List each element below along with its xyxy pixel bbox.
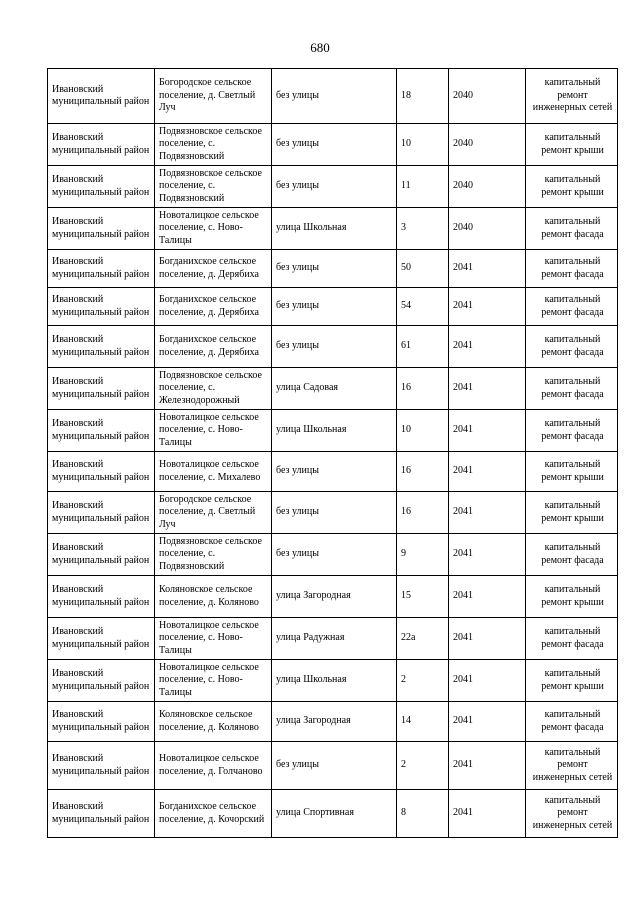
- work-type-cell: капитальный ремонт фасада: [526, 618, 618, 660]
- page-number: 680: [310, 40, 330, 55]
- district-cell: Ивановский муниципальный район: [48, 790, 155, 838]
- year-cell: 2041: [449, 452, 526, 492]
- settlement-cell: Новоталицкое сельское поселение, с. Ново-Талицы: [155, 660, 272, 702]
- settlement-cell: Богданихское сельское поселение, д. Кочорский: [155, 790, 272, 838]
- table-row: [48, 368, 618, 410]
- table-row: [48, 288, 618, 326]
- table-row: [48, 208, 618, 250]
- table-row: [48, 124, 618, 166]
- settlement-cell: Подвязновское сельское поселение, с. Подвязновский: [155, 534, 272, 576]
- repair-schedule-table: [47, 68, 618, 838]
- house-number-cell: 9: [397, 534, 449, 576]
- table-row: [48, 410, 618, 452]
- district-cell: Ивановский муниципальный район: [48, 492, 155, 534]
- settlement-cell: Новоталицкое сельское поселение, д. Голчаново: [155, 742, 272, 790]
- work-type-cell: капитальный ремонт фасада: [526, 326, 618, 368]
- settlement-cell: Богданихское сельское поселение, д. Дерябиха: [155, 288, 272, 326]
- house-number-cell: 16: [397, 368, 449, 410]
- street-cell: улица Школьная: [272, 208, 397, 250]
- year-cell: 2041: [449, 660, 526, 702]
- district-cell: Ивановский муниципальный район: [48, 288, 155, 326]
- street-cell: улица Спортивная: [272, 790, 397, 838]
- house-number-cell: 15: [397, 576, 449, 618]
- settlement-cell: Новоталицкое сельское поселение, с. Ново-Талицы: [155, 618, 272, 660]
- district-cell: Ивановский муниципальный район: [48, 534, 155, 576]
- street-cell: без улицы: [272, 166, 397, 208]
- work-type-cell: капитальный ремонт крыши: [526, 124, 618, 166]
- district-cell: Ивановский муниципальный район: [48, 69, 155, 124]
- table-row: [48, 326, 618, 368]
- year-cell: 2041: [449, 288, 526, 326]
- street-cell: улица Загородная: [272, 702, 397, 742]
- work-type-cell: капитальный ремонт фасада: [526, 702, 618, 742]
- street-cell: улица Садовая: [272, 368, 397, 410]
- house-number-cell: 10: [397, 124, 449, 166]
- table-row: [48, 452, 618, 492]
- table-row: [48, 576, 618, 618]
- year-cell: 2041: [449, 368, 526, 410]
- work-type-cell: капитальный ремонт фасада: [526, 534, 618, 576]
- district-cell: Ивановский муниципальный район: [48, 576, 155, 618]
- table-row: [48, 618, 618, 660]
- table-row: [48, 660, 618, 702]
- table-row: [48, 166, 618, 208]
- table-row: [48, 492, 618, 534]
- district-cell: Ивановский муниципальный район: [48, 124, 155, 166]
- district-cell: Ивановский муниципальный район: [48, 208, 155, 250]
- house-number-cell: 54: [397, 288, 449, 326]
- settlement-cell: Богданихское сельское поселение, д. Дерябиха: [155, 326, 272, 368]
- street-cell: без улицы: [272, 288, 397, 326]
- settlement-cell: Новоталицкое сельское поселение, с. Ново-Талицы: [155, 208, 272, 250]
- table-row: [48, 250, 618, 288]
- settlement-cell: Богородское сельское поселение, д. Светлый Луч: [155, 69, 272, 124]
- district-cell: Ивановский муниципальный район: [48, 618, 155, 660]
- house-number-cell: 8: [397, 790, 449, 838]
- work-type-cell: капитальный ремонт фасада: [526, 208, 618, 250]
- work-type-cell: капитальный ремонт крыши: [526, 166, 618, 208]
- street-cell: без улицы: [272, 69, 397, 124]
- street-cell: без улицы: [272, 250, 397, 288]
- district-cell: Ивановский муниципальный район: [48, 326, 155, 368]
- work-type-cell: капитальный ремонт фасада: [526, 410, 618, 452]
- work-type-cell: капитальный ремонт крыши: [526, 576, 618, 618]
- table-row: [48, 534, 618, 576]
- street-cell: без улицы: [272, 124, 397, 166]
- district-cell: Ивановский муниципальный район: [48, 166, 155, 208]
- house-number-cell: 14: [397, 702, 449, 742]
- street-cell: улица Школьная: [272, 660, 397, 702]
- table-row: [48, 742, 618, 790]
- work-type-cell: капитальный ремонт фасада: [526, 368, 618, 410]
- settlement-cell: Подвязновское сельское поселение, с. Подвязновский: [155, 124, 272, 166]
- table-row: [48, 790, 618, 838]
- district-cell: Ивановский муниципальный район: [48, 250, 155, 288]
- settlement-cell: Коляновское сельское поселение, д. Коляново: [155, 702, 272, 742]
- work-type-cell: капитальный ремонт инженерных сетей: [526, 69, 618, 124]
- street-cell: без улицы: [272, 534, 397, 576]
- year-cell: 2041: [449, 576, 526, 618]
- house-number-cell: 22а: [397, 618, 449, 660]
- work-type-cell: капитальный ремонт фасада: [526, 250, 618, 288]
- settlement-cell: Подвязновское сельское поселение, с. Подвязновский: [155, 166, 272, 208]
- year-cell: 2041: [449, 326, 526, 368]
- year-cell: 2041: [449, 790, 526, 838]
- street-cell: улица Радужная: [272, 618, 397, 660]
- street-cell: без улицы: [272, 742, 397, 790]
- district-cell: Ивановский муниципальный район: [48, 452, 155, 492]
- house-number-cell: 11: [397, 166, 449, 208]
- street-cell: без улицы: [272, 452, 397, 492]
- year-cell: 2041: [449, 250, 526, 288]
- district-cell: Ивановский муниципальный район: [48, 410, 155, 452]
- house-number-cell: 61: [397, 326, 449, 368]
- year-cell: 2040: [449, 208, 526, 250]
- house-number-cell: 50: [397, 250, 449, 288]
- settlement-cell: Коляновское сельское поселение, д. Коляново: [155, 576, 272, 618]
- house-number-cell: 2: [397, 742, 449, 790]
- work-type-cell: капитальный ремонт крыши: [526, 492, 618, 534]
- settlement-cell: Новоталицкое сельское поселение, с. Михалево: [155, 452, 272, 492]
- year-cell: 2041: [449, 702, 526, 742]
- year-cell: 2041: [449, 534, 526, 576]
- district-cell: Ивановский муниципальный район: [48, 660, 155, 702]
- house-number-cell: 2: [397, 660, 449, 702]
- year-cell: 2041: [449, 492, 526, 534]
- street-cell: без улицы: [272, 492, 397, 534]
- table-row: [48, 69, 618, 124]
- house-number-cell: 3: [397, 208, 449, 250]
- district-cell: Ивановский муниципальный район: [48, 702, 155, 742]
- settlement-cell: Подвязновское сельское поселение, с. Железнодорожный: [155, 368, 272, 410]
- table-body: [48, 69, 618, 838]
- year-cell: 2040: [449, 166, 526, 208]
- work-type-cell: капитальный ремонт инженерных сетей: [526, 790, 618, 838]
- year-cell: 2041: [449, 410, 526, 452]
- street-cell: без улицы: [272, 326, 397, 368]
- year-cell: 2040: [449, 69, 526, 124]
- street-cell: улица Загородная: [272, 576, 397, 618]
- district-cell: Ивановский муниципальный район: [48, 742, 155, 790]
- house-number-cell: 16: [397, 452, 449, 492]
- work-type-cell: капитальный ремонт фасада: [526, 288, 618, 326]
- work-type-cell: капитальный ремонт крыши: [526, 452, 618, 492]
- year-cell: 2041: [449, 618, 526, 660]
- house-number-cell: 16: [397, 492, 449, 534]
- district-cell: Ивановский муниципальный район: [48, 368, 155, 410]
- year-cell: 2040: [449, 124, 526, 166]
- table-row: [48, 702, 618, 742]
- settlement-cell: Богородское сельское поселение, д. Светлый Луч: [155, 492, 272, 534]
- settlement-cell: Богданихское сельское поселение, д. Дерябиха: [155, 250, 272, 288]
- work-type-cell: капитальный ремонт инженерных сетей: [526, 742, 618, 790]
- house-number-cell: 18: [397, 69, 449, 124]
- house-number-cell: 10: [397, 410, 449, 452]
- settlement-cell: Новоталицкое сельское поселение, с. Ново-Талицы: [155, 410, 272, 452]
- work-type-cell: капитальный ремонт крыши: [526, 660, 618, 702]
- year-cell: 2041: [449, 742, 526, 790]
- street-cell: улица Школьная: [272, 410, 397, 452]
